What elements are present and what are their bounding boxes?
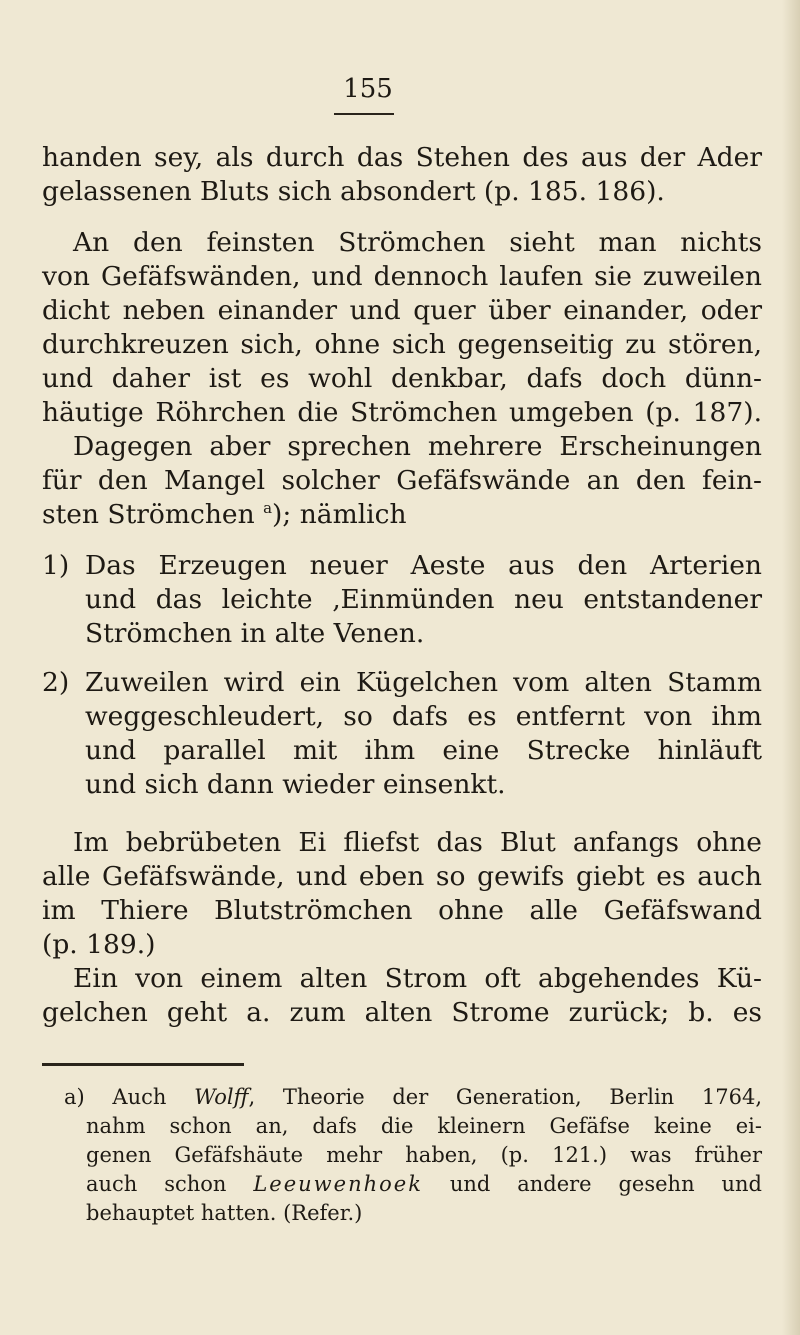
list-number: 2) <box>42 667 70 698</box>
text-line: (p. 189.) <box>42 929 156 960</box>
list-item-line: und das leichte ‚Einmünden neu entstandener <box>85 584 762 615</box>
text-line: gelassenen Bluts sich absondert (p. 185. 186). <box>42 176 665 207</box>
list-item-line: Das Erzeugen neuer Aeste aus den Arterien <box>85 550 762 581</box>
footnote-rule <box>42 1063 244 1066</box>
text-line: häutige Röhrchen die Strömchen umgeben (p. 187). <box>42 397 762 428</box>
footnote-author: Wolff <box>194 1085 249 1109</box>
footnote-line: behauptet hatten. (Refer.) <box>86 1201 363 1225</box>
list-item-line: Zuweilen wird ein Kügelchen vom alten Stamm <box>85 667 762 698</box>
footnote-line <box>86 1170 762 1198</box>
text-line: dicht neben einander und quer über einander, oder <box>42 295 762 326</box>
text-line: für den Mangel solcher Gefäfswände an den fein- <box>42 465 762 496</box>
list-item-line: und sich dann wieder einsenkt. <box>85 769 506 800</box>
list-item-line: und parallel mit ihm eine Strecke hinläuft <box>85 735 762 766</box>
list-item-line: Strömchen in alte Venen. <box>85 618 425 649</box>
text-line: durchkreuzen sich, ohne sich gegenseitig zu stören, <box>42 329 762 360</box>
text-line: handen sey, als durch das Stehen des aus der Ader <box>42 142 762 173</box>
text-fragment: ); nämlich <box>272 499 407 530</box>
footnote-author: Leeuwenhoek <box>253 1172 423 1196</box>
text-line: alle Gefäfswände, und eben so gewifs giebt es auch <box>42 861 762 892</box>
footnote-marker: a <box>263 499 273 518</box>
page-number-rule <box>334 113 394 115</box>
page-edge-shadow <box>782 0 800 1335</box>
footnote-text: auch schon <box>86 1172 254 1196</box>
list-item-line: weggeschleudert, so dafs es entfernt von ihm <box>85 701 762 732</box>
footnote-line: nahm schon an, dafs die kleinern Gefäfse keine ei- <box>86 1114 762 1138</box>
text-line: Ein von einem alten Strom oft abgehendes Kü- <box>73 963 762 994</box>
footnote-text: a) Auch <box>64 1085 195 1109</box>
footnote-text: und andere gesehn und <box>422 1172 762 1196</box>
footnote-text: , Theorie der Generation, Berlin 1764, <box>248 1085 762 1109</box>
text-line: Im bebrübeten Ei fliefst das Blut anfangs ohne <box>73 827 762 858</box>
text-line: Dagegen aber sprechen mehrere Erscheinungen <box>73 431 762 462</box>
text-fragment: sten Strömchen <box>42 499 264 530</box>
footnote-line: genen Gefäfshäute mehr haben, (p. 121.) was früher <box>86 1143 762 1167</box>
text-line: von Gefäfswänden, und dennoch laufen sie zuweilen <box>42 261 762 292</box>
text-line: und daher ist es wohl denkbar, dafs doch dünn- <box>42 363 762 394</box>
text-line: im Thiere Blutströmchen ohne alle Gefäfswand <box>42 895 762 926</box>
page-number: 155 <box>343 74 393 104</box>
footnote-line <box>64 1083 762 1111</box>
text-line: gelchen geht a. zum alten Strome zurück; b. es <box>42 997 762 1028</box>
list-number: 1) <box>42 550 70 581</box>
text-line <box>42 498 407 532</box>
text-line: An den feinsten Strömchen sieht man nichts <box>73 227 762 258</box>
